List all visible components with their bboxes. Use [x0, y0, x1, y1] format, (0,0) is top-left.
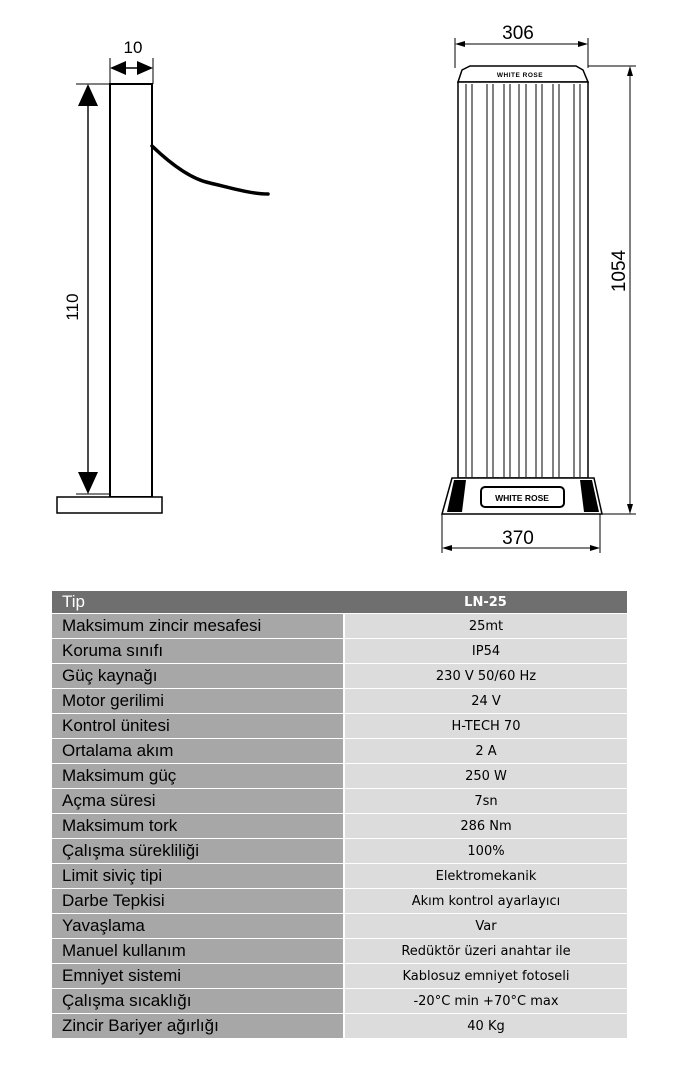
spec-value: Akım kontrol ayarlayıcı	[344, 889, 627, 914]
spec-value: Kablosuz emniyet fotoseli	[344, 964, 627, 989]
chain-curve	[152, 146, 268, 194]
spec-value: 100%	[344, 839, 627, 864]
front-view	[442, 23, 636, 553]
spec-row	[52, 789, 627, 814]
spec-value: 250 W	[344, 764, 627, 789]
spec-row	[52, 1014, 627, 1039]
spec-label: Emniyet sistemi	[52, 964, 344, 989]
side-view	[57, 38, 268, 513]
spec-value: Redüktör üzeri anahtar ile	[344, 939, 627, 964]
front-top-width-dim: 306	[502, 23, 534, 44]
spec-label: Çalışma sürekliliği	[52, 839, 344, 864]
side-post	[110, 84, 152, 497]
spec-row	[52, 714, 627, 739]
spec-value: 24 V	[344, 689, 627, 714]
spec-row	[52, 864, 627, 889]
spec-label: Kontrol ünitesi	[52, 714, 344, 739]
spec-label: Limit siviç tipi	[52, 864, 344, 889]
spec-value: 2 A	[344, 739, 627, 764]
spec-row	[52, 764, 627, 789]
spec-value: 40 Kg	[344, 1014, 627, 1039]
spec-row	[52, 739, 627, 764]
spec-label: Açma süresi	[52, 789, 344, 814]
spec-row	[52, 639, 627, 664]
spec-row	[52, 939, 627, 964]
spec-header-row	[52, 591, 627, 614]
spec-value: 230 V 50/60 Hz	[344, 664, 627, 689]
spec-row	[52, 814, 627, 839]
spec-label: Maksimum tork	[52, 814, 344, 839]
spec-value: Var	[344, 914, 627, 939]
spec-row	[52, 664, 627, 689]
spec-row	[52, 614, 627, 639]
spec-label: Koruma sınıfı	[52, 639, 344, 664]
spec-value: H-TECH 70	[344, 714, 627, 739]
spec-row	[52, 989, 627, 1014]
side-height-dim: 110	[63, 293, 82, 321]
front-base-width-dim: 370	[502, 528, 534, 549]
spec-label: Maksimum zincir mesafesi	[52, 614, 344, 639]
spec-value: Elektromekanik	[344, 864, 627, 889]
spec-value: 286 Nm	[344, 814, 627, 839]
spec-label: Zincir Bariyer ağırlığı	[52, 1014, 344, 1039]
spec-row	[52, 889, 627, 914]
front-height-dim: 1054	[609, 249, 630, 293]
spec-label: Güç kaynağı	[52, 664, 344, 689]
spec-value: -20°C min +70°C max	[344, 989, 627, 1014]
spec-label: Maksimum güç	[52, 764, 344, 789]
spec-value: 7sn	[344, 789, 627, 814]
spec-row	[52, 964, 627, 989]
spec-value: IP54	[344, 639, 627, 664]
brand-top-label: WHITE ROSE	[496, 72, 544, 79]
spec-row	[52, 914, 627, 939]
brand-base-label: WHITE ROSE	[495, 493, 549, 503]
spec-value: 25mt	[344, 614, 627, 639]
spec-label: Ortalama akım	[52, 739, 344, 764]
spec-row	[52, 839, 627, 864]
side-base-plate	[57, 497, 162, 513]
front-body	[458, 82, 588, 478]
spec-header-value: LN-25	[344, 591, 627, 614]
spec-header-label: Tip	[52, 591, 344, 614]
spec-label: Motor gerilimi	[52, 689, 344, 714]
spec-label: Manuel kullanım	[52, 939, 344, 964]
spec-label: Çalışma sıcaklığı	[52, 989, 344, 1014]
side-width-dim: 10	[123, 38, 143, 57]
spec-row	[52, 689, 627, 714]
spec-label: Yavaşlama	[52, 914, 344, 939]
spec-table	[52, 591, 627, 1039]
spec-label: Darbe Tepkisi	[52, 889, 344, 914]
